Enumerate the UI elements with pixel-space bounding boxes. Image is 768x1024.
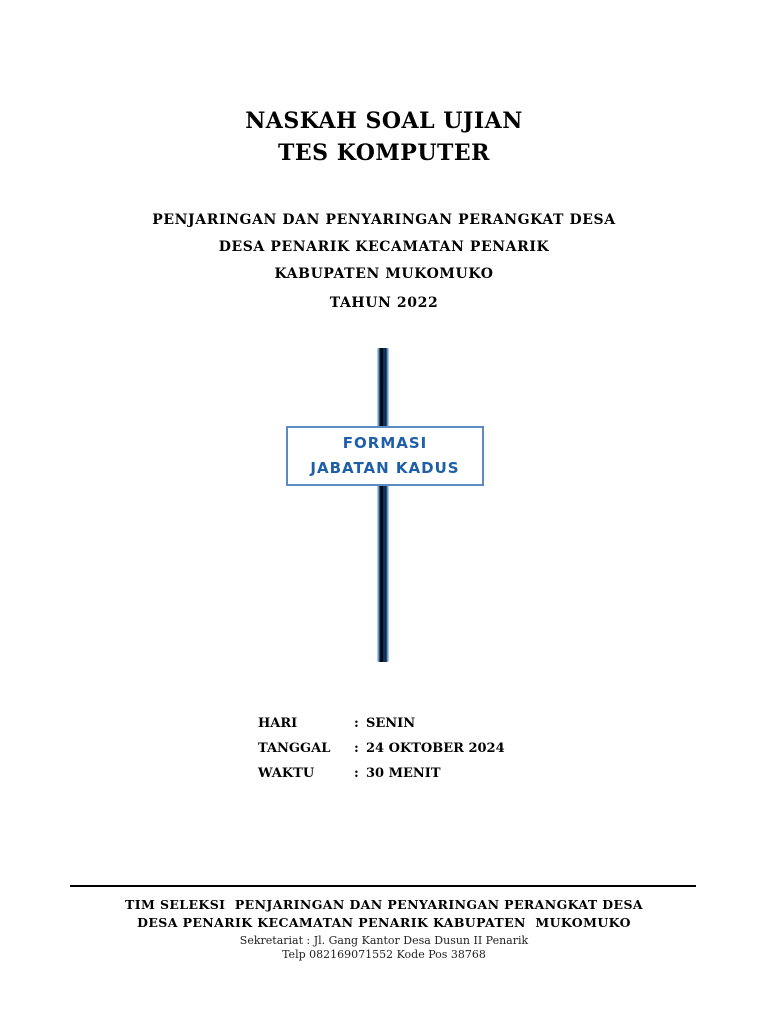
info-value: 24 OKTOBER 2024	[366, 741, 505, 756]
formasi-label: FORMASI	[342, 434, 428, 452]
document-title-line-1: NASKAH SOAL UJIAN	[245, 108, 523, 134]
subtitle-year: TAHUN 2022	[329, 295, 439, 311]
footer-divider	[70, 885, 696, 887]
subtitle-line-1: PENJARINGAN DAN PENYARINGAN PERANGKAT DESA	[152, 212, 616, 228]
footer-committee-line-2: DESA PENARIK KECAMATAN PENARIK KABUPATEN MUKOMUKO	[137, 915, 631, 930]
info-value: SENIN	[366, 716, 416, 731]
subtitle-line-3: KABUPATEN MUKOMUKO	[274, 266, 494, 282]
footer-address: Sekretariat : Jl. Gang Kantor Desa Dusun II Penarik	[239, 934, 529, 947]
info-label: HARI	[258, 716, 298, 731]
info-colon: :	[354, 741, 359, 756]
subtitle-line-2: DESA PENARIK KECAMATAN PENARIK	[218, 239, 550, 255]
info-colon: :	[354, 766, 359, 781]
jabatan-label: JABATAN KADUS	[310, 459, 460, 477]
info-colon: :	[354, 716, 359, 731]
footer-phone: Telp 082169071552 Kode Pos 38768	[282, 948, 486, 961]
decorative-vertical-bar	[377, 348, 389, 662]
info-label: TANGGAL	[258, 741, 331, 756]
footer-committee-line-1: TIM SELEKSI PENJARINGAN DAN PENYARINGAN PERANGKAT DESA	[125, 897, 643, 912]
document-title-line-2: TES KOMPUTER	[278, 140, 490, 166]
formasi-box	[286, 426, 484, 486]
info-value: 30 MENIT	[366, 766, 441, 781]
info-label: WAKTU	[258, 766, 315, 781]
